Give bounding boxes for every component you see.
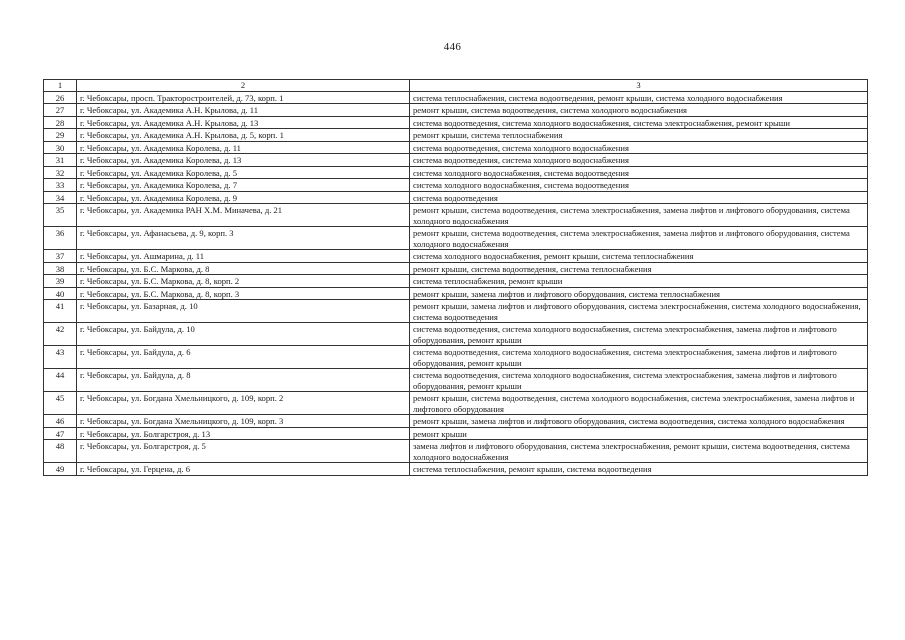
table-row	[44, 275, 868, 288]
row-number-cell: 37	[44, 250, 77, 263]
table-row	[44, 262, 868, 275]
row-number-cell: 30	[44, 141, 77, 154]
row-number-cell: 32	[44, 166, 77, 179]
table-row	[44, 427, 868, 440]
works-cell: ремонт крыши, система водоотведения, система холодного водоснабжения, система электроснабжения, замена лифтов и лифтового оборудования	[410, 392, 868, 415]
works-cell: система холодного водоснабжения, система водоотведения	[410, 179, 868, 192]
row-number-cell: 41	[44, 300, 77, 323]
works-cell: ремонт крыши, система водоотведения, система холодного водоснабжения	[410, 104, 868, 117]
address-cell: г. Чебоксары, ул. Академика Королева, д. 11	[77, 141, 410, 154]
address-cell: г. Чебоксары, ул. Академика РАН Х.М. Миначева, д. 21	[77, 204, 410, 227]
row-number-cell: 49	[44, 463, 77, 476]
table-body	[44, 80, 868, 476]
table-row	[44, 369, 868, 392]
works-cell: система водоотведения, система холодного водоснабжения	[410, 154, 868, 167]
works-cell: ремонт крыши, замена лифтов и лифтового оборудования, система водоотведения, система холодного водоснабжения	[410, 415, 868, 428]
address-cell: г. Чебоксары, ул. Ашмарина, д. 11	[77, 250, 410, 263]
works-cell: замена лифтов и лифтового оборудования, система электроснабжения, ремонт крыши, система водоотведения, система холодного водоснабжения	[410, 440, 868, 463]
address-cell: г. Чебоксары, ул. Болгарстроя, д. 13	[77, 427, 410, 440]
works-cell: ремонт крыши, замена лифтов и лифтового оборудования, система электроснабжения, система холодного водоснабжения, система водоотведения	[410, 300, 868, 323]
address-cell: г. Чебоксары, ул. Афанасьева, д. 9, корп. 3	[77, 227, 410, 250]
address-cell: г. Чебоксары, ул. Байдула, д. 6	[77, 346, 410, 369]
row-number-cell: 34	[44, 191, 77, 204]
works-cell: ремонт крыши, замена лифтов и лифтового оборудования, система теплоснабжения	[410, 287, 868, 300]
table-row	[44, 179, 868, 192]
header-cell-address: 2	[77, 80, 410, 92]
row-number-cell: 39	[44, 275, 77, 288]
table-row	[44, 227, 868, 250]
row-number-cell: 38	[44, 262, 77, 275]
address-cell: г. Чебоксары, ул. Герцена, д. 6	[77, 463, 410, 476]
table-row	[44, 91, 868, 104]
works-cell: ремонт крыши, система водоотведения, система теплоснабжения	[410, 262, 868, 275]
address-cell: г. Чебоксары, ул. Базарная, д. 10	[77, 300, 410, 323]
works-cell: система водоотведения, система холодного водоснабжения, система электроснабжения, замена лифтов и лифтового оборудования, ремонт крыши	[410, 369, 868, 392]
works-cell: ремонт крыши	[410, 427, 868, 440]
header-cell-number: 1	[44, 80, 77, 92]
row-number-cell: 47	[44, 427, 77, 440]
works-cell: система водоотведения	[410, 191, 868, 204]
works-cell: ремонт крыши, система водоотведения, система электроснабжения, замена лифтов и лифтового оборудования, система холодного водоснабжения	[410, 204, 868, 227]
table-row	[44, 129, 868, 142]
table-row	[44, 300, 868, 323]
address-cell: г. Чебоксары, ул. Богдана Хмельницкого, д. 109, корп. 3	[77, 415, 410, 428]
address-cell: г. Чебоксары, ул. Академика Королева, д. 13	[77, 154, 410, 167]
row-number-cell: 44	[44, 369, 77, 392]
works-cell: система водоотведения, система холодного водоснабжения, система электроснабжения, ремонт крыши	[410, 116, 868, 129]
table-row	[44, 191, 868, 204]
row-number-cell: 35	[44, 204, 77, 227]
address-cell: г. Чебоксары, ул. Академика А.Н. Крылова, д. 11	[77, 104, 410, 117]
works-cell: система водоотведения, система холодного водоснабжения	[410, 141, 868, 154]
works-cell: система холодного водоснабжения, система водоотведения	[410, 166, 868, 179]
page-number: 446	[443, 41, 462, 53]
works-cell: система теплоснабжения, ремонт крыши, система водоотведения	[410, 463, 868, 476]
works-cell: система теплоснабжения, система водоотведения, ремонт крыши, система холодного водоснабжения	[410, 91, 868, 104]
row-number-cell: 46	[44, 415, 77, 428]
row-number-cell: 29	[44, 129, 77, 142]
address-cell: г. Чебоксары, ул. Академика Королева, д. 9	[77, 191, 410, 204]
table-row	[44, 116, 868, 129]
table-row	[44, 250, 868, 263]
address-cell: г. Чебоксары, просп. Тракторостроителей, д. 73, корп. 1	[77, 91, 410, 104]
address-cell: г. Чебоксары, ул. Байдула, д. 8	[77, 369, 410, 392]
table-header-row	[44, 80, 868, 92]
works-cell: система водоотведения, система холодного водоснабжения, система электроснабжения, замена лифтов и лифтового оборудования, ремонт крыши	[410, 346, 868, 369]
row-number-cell: 26	[44, 91, 77, 104]
works-cell: система теплоснабжения, ремонт крыши	[410, 275, 868, 288]
row-number-cell: 27	[44, 104, 77, 117]
row-number-cell: 40	[44, 287, 77, 300]
table-row	[44, 346, 868, 369]
table-row	[44, 141, 868, 154]
works-cell: ремонт крыши, система водоотведения, система электроснабжения, замена лифтов и лифтового оборудования, система холодного водоснабжения	[410, 227, 868, 250]
row-number-cell: 48	[44, 440, 77, 463]
row-number-cell: 43	[44, 346, 77, 369]
address-cell: г. Чебоксары, ул. Болгарстроя, д. 5	[77, 440, 410, 463]
address-cell: г. Чебоксары, ул. Б.С. Маркова, д. 8, корп. 3	[77, 287, 410, 300]
table-row	[44, 415, 868, 428]
table-row	[44, 154, 868, 167]
addresses-table	[43, 79, 868, 476]
address-cell: г. Чебоксары, ул. Академика А.Н. Крылова, д. 5, корп. 1	[77, 129, 410, 142]
table-row	[44, 166, 868, 179]
address-cell: г. Чебоксары, ул. Богдана Хмельницкого, д. 109, корп. 2	[77, 392, 410, 415]
table-row	[44, 463, 868, 476]
address-cell: г. Чебоксары, ул. Академика Королева, д. 7	[77, 179, 410, 192]
address-cell: г. Чебоксары, ул. Академика Королева, д. 5	[77, 166, 410, 179]
header-cell-works: 3	[410, 80, 868, 92]
row-number-cell: 31	[44, 154, 77, 167]
table-row	[44, 287, 868, 300]
row-number-cell: 36	[44, 227, 77, 250]
address-cell: г. Чебоксары, ул. Байдула, д. 10	[77, 323, 410, 346]
address-cell: г. Чебоксары, ул. Б.С. Маркова, д. 8	[77, 262, 410, 275]
works-cell: система водоотведения, система холодного водоснабжения, система электроснабжения, замена лифтов и лифтового оборудования, ремонт крыши	[410, 323, 868, 346]
row-number-cell: 45	[44, 392, 77, 415]
works-cell: система холодного водоснабжения, ремонт крыши, система теплоснабжения	[410, 250, 868, 263]
table-row	[44, 392, 868, 415]
row-number-cell: 42	[44, 323, 77, 346]
row-number-cell: 28	[44, 116, 77, 129]
table-row	[44, 204, 868, 227]
address-cell: г. Чебоксары, ул. Б.С. Маркова, д. 8, корп. 2	[77, 275, 410, 288]
row-number-cell: 33	[44, 179, 77, 192]
table-row	[44, 323, 868, 346]
table-row	[44, 104, 868, 117]
table-row	[44, 440, 868, 463]
works-cell: ремонт крыши, система теплоснабжения	[410, 129, 868, 142]
address-cell: г. Чебоксары, ул. Академика А.Н. Крылова, д. 13	[77, 116, 410, 129]
